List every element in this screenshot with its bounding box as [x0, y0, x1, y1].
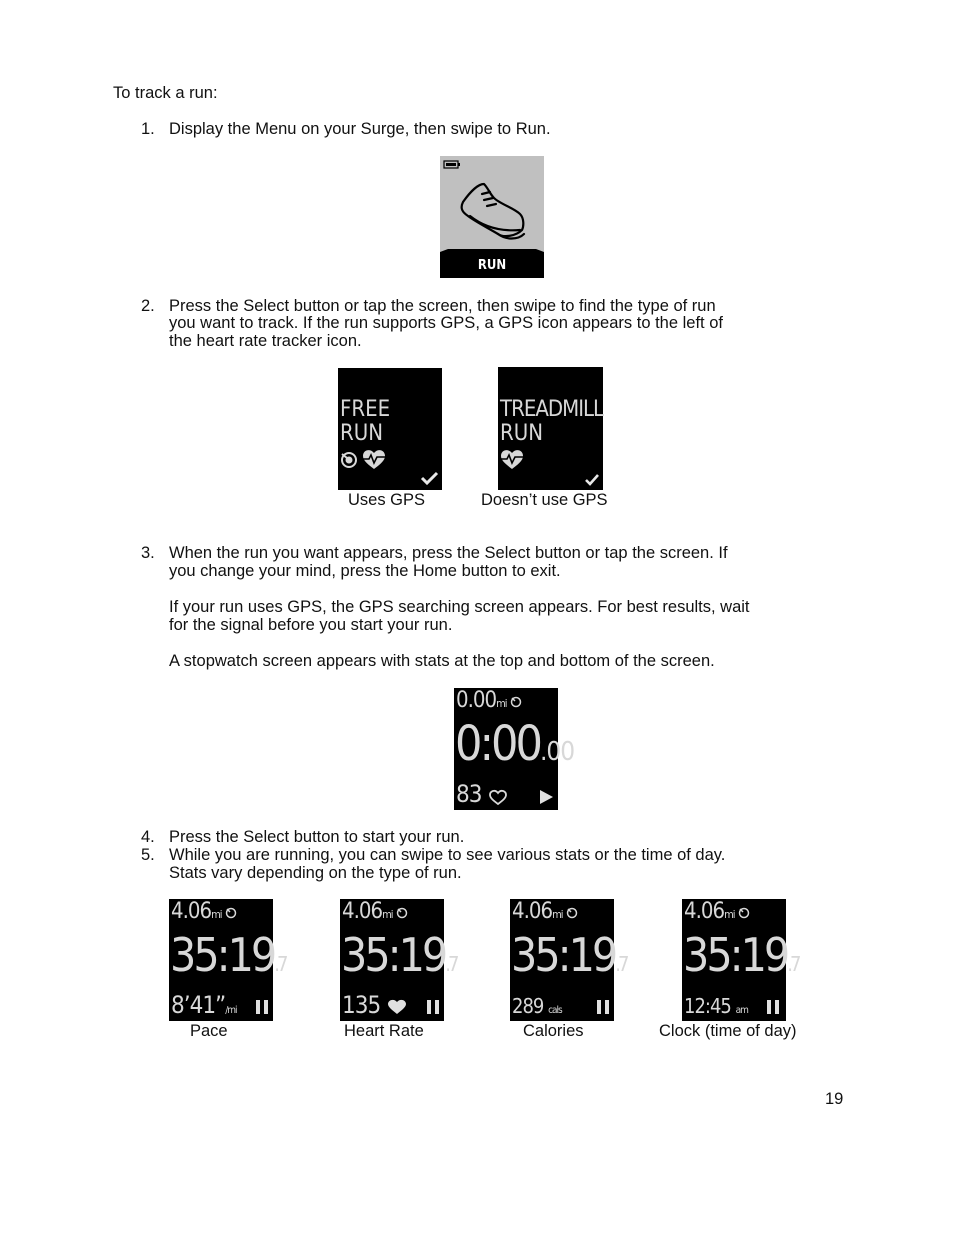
- intro-text: To track a run:: [113, 84, 218, 102]
- stopwatch-screen: [454, 688, 575, 810]
- play-icon: [540, 790, 553, 804]
- run-type-name: RUN: [340, 421, 384, 446]
- stat-value: 289 cals: [512, 994, 562, 1018]
- run-label: RUN: [477, 258, 507, 273]
- pause-icon: [767, 1000, 779, 1014]
- distance-value: 4.06mi: [512, 899, 563, 924]
- heart-rate-icon: [363, 450, 385, 469]
- elapsed-time: 0:00.00: [455, 716, 575, 772]
- heart-icon: [388, 1000, 406, 1014]
- gps-icon: [740, 909, 749, 918]
- distance-value: 4.06mi: [171, 899, 222, 924]
- caption-heart-rate: Heart Rate: [344, 1022, 424, 1040]
- heart-rate-value: 83: [456, 780, 482, 808]
- stats-screen-pace: [169, 899, 286, 1021]
- pause-icon: [256, 1000, 268, 1014]
- gps-icon: [568, 909, 577, 918]
- step-number: 3.: [141, 544, 155, 562]
- pause-icon: [597, 1000, 609, 1014]
- run-type-name: RUN: [500, 421, 544, 446]
- elapsed-time: 35:19.7: [170, 928, 286, 982]
- step-3-line-2: you change your mind, press the Home button to exit.: [169, 562, 561, 580]
- page-number: 19: [825, 1090, 844, 1108]
- stat-value: 8’41”/mi: [171, 991, 237, 1019]
- gps-icon: [398, 909, 407, 918]
- step-2-line-3: the heart rate tracker icon.: [169, 332, 362, 350]
- step-number: 4.: [141, 828, 155, 846]
- step-2-line-1: Press the Select button or tap the screen, then swipe to find the type of run: [169, 297, 716, 315]
- run-type-name: TREADMILL: [500, 397, 604, 422]
- caption-clock: Clock (time of day): [659, 1022, 797, 1040]
- heart-icon: [490, 791, 506, 804]
- heart-rate-icon: [501, 450, 523, 469]
- run-menu-screen: [440, 156, 544, 278]
- step-3-para-3: A stopwatch screen appears with stats at the top and bottom of the screen.: [169, 652, 715, 670]
- gps-icon: [227, 909, 236, 918]
- caption-treadmill-run: Doesn’t use GPS: [481, 491, 608, 509]
- caption-free-run: Uses GPS: [348, 491, 426, 509]
- distance-value: 4.06mi: [684, 899, 735, 924]
- distance-value: 4.06mi: [342, 899, 393, 924]
- stats-screen-calories: [510, 899, 627, 1021]
- battery-icon: [444, 161, 460, 168]
- stat-value: 12:45 am: [684, 994, 748, 1018]
- treadmill-run-screen: [498, 367, 603, 490]
- step-number: 1.: [141, 120, 155, 138]
- caption-calories: Calories: [523, 1022, 584, 1040]
- step-2-line-2: you want to track. If the run supports GPS, a GPS icon appears to the left of: [169, 314, 723, 332]
- step-5-line-2: Stats vary depending on the type of run.: [169, 864, 462, 882]
- step-number: 5.: [141, 846, 155, 864]
- pause-icon: [427, 1000, 439, 1014]
- step-3-para-2-line-1: If your run uses GPS, the GPS searching screen appears. For best results, wait: [169, 598, 750, 616]
- step-number: 2.: [141, 297, 155, 315]
- gps-icon: [512, 698, 521, 707]
- elapsed-time: 35:19.7: [683, 928, 799, 982]
- step-3-para-2-line-2: for the signal before you start your run.: [169, 616, 453, 634]
- step-1-text: Display the Menu on your Surge, then swipe to Run.: [169, 120, 551, 138]
- elapsed-time: 35:19.7: [341, 928, 457, 982]
- stat-value: 135: [342, 991, 381, 1019]
- elapsed-time: 35:19.7: [511, 928, 627, 982]
- checkmark-icon: [422, 473, 437, 483]
- step-4-text: Press the Select button to start your run.: [169, 828, 465, 846]
- stats-screen-heart-rate: [340, 899, 457, 1021]
- step-5-line-1: While you are running, you can swipe to see various stats or the time of day.: [169, 846, 726, 864]
- checkmark-icon: [586, 475, 598, 484]
- caption-pace: Pace: [190, 1022, 228, 1040]
- shoe-icon: [462, 184, 524, 239]
- free-run-screen: [338, 368, 442, 490]
- stats-screen-clock: [682, 899, 799, 1021]
- gps-icon: [342, 453, 356, 467]
- step-3-line-1: When the run you want appears, press the Select button or tap the screen. If: [169, 544, 728, 562]
- run-type-name: FREE: [340, 397, 391, 422]
- distance-value: 0.00mi: [456, 688, 507, 713]
